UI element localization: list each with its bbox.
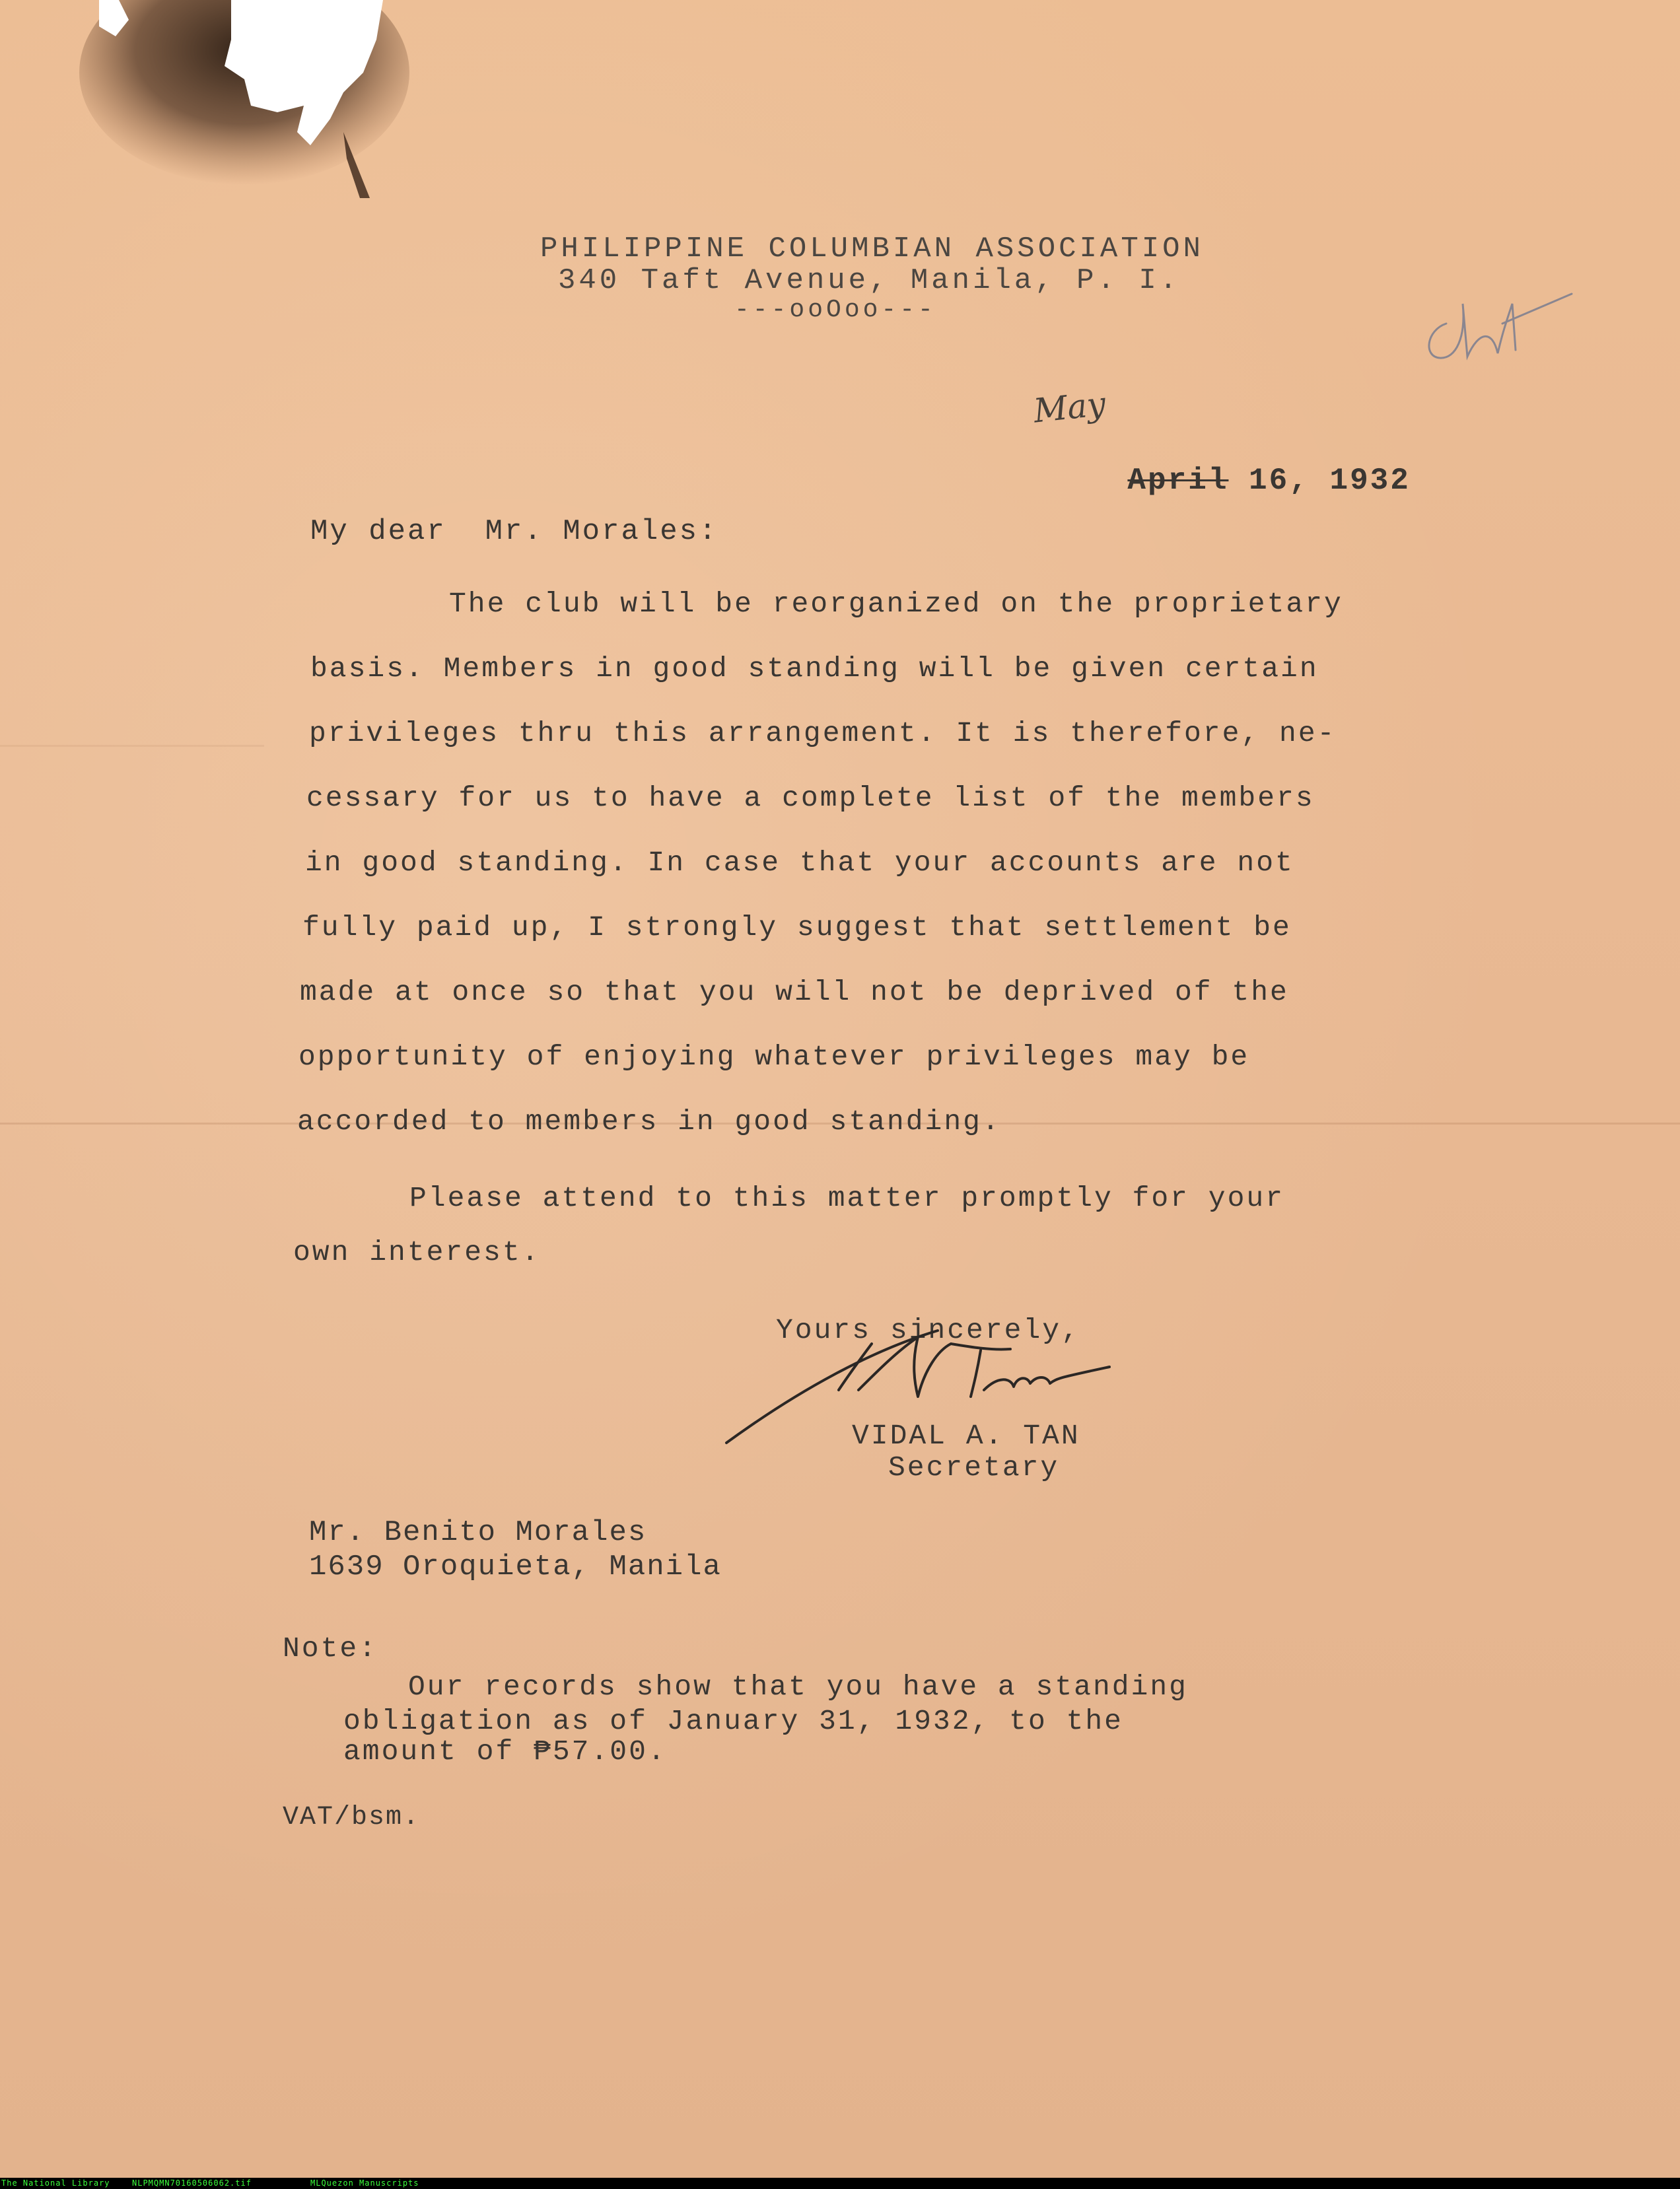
body-line-4: cessary for us to have a complete list of the members xyxy=(306,782,1315,814)
typist-initials: VAT/bsm. xyxy=(283,1803,421,1832)
note-line-2: obligation as of January 31, 1932, to the xyxy=(343,1705,1123,1737)
recipient-name: Mr. Benito Morales xyxy=(309,1516,647,1549)
body-para2-line-2: own interest. xyxy=(293,1236,541,1268)
salutation: My dear Mr. Morales: xyxy=(310,515,718,548)
archive-footer-bar xyxy=(0,2178,1680,2189)
letterhead-org: PHILIPPINE COLUMBIAN ASSOCIATION xyxy=(540,232,1204,265)
date-struck-month: April xyxy=(1127,464,1229,498)
body-line-2: basis. Members in good standing will be given certain xyxy=(310,652,1319,685)
burn-hole-damage xyxy=(79,0,423,198)
date-handwritten-month: May xyxy=(1032,384,1107,431)
footer-library: The National Library xyxy=(1,2178,110,2188)
signer-name: VIDAL A. TAN xyxy=(852,1420,1080,1452)
body-line-1: The club will be reorganized on the proprietary xyxy=(449,588,1343,620)
body-line-3: privileges thru this arrangement. It is therefore, ne- xyxy=(309,717,1337,749)
signer-title: Secretary xyxy=(888,1451,1060,1484)
footer-collection: MLQuezon Manuscripts xyxy=(310,2178,419,2188)
body-line-8: opportunity of enjoying whatever privileges may be xyxy=(298,1041,1250,1073)
recipient-address: 1639 Oroquieta, Manila xyxy=(309,1550,722,1583)
letterhead-address: 340 Taft Avenue, Manila, P. I. xyxy=(558,264,1181,297)
date-line xyxy=(1047,429,1411,532)
body-line-7: made at once so that you will not be deprived of the xyxy=(300,976,1289,1008)
paper-crease xyxy=(0,745,264,747)
letterhead-ornament: ---ooOoo--- xyxy=(734,296,936,324)
body-line-9: accorded to members in good standing. xyxy=(297,1105,1001,1138)
body-para2-line-1: Please attend to this matter promptly for your xyxy=(409,1182,1284,1214)
closing: Yours sincerely, xyxy=(776,1314,1080,1346)
body-line-6: fully paid up, I strongly suggest that settlement be xyxy=(302,911,1292,944)
handwritten-mark-dt xyxy=(1420,284,1578,370)
body-line-5: in good standing. In case that your accounts are not xyxy=(305,847,1294,879)
date-rest: 16, 1932 xyxy=(1228,464,1411,498)
note-line-1: Our records show that you have a standing xyxy=(408,1671,1188,1703)
note-label: Note: xyxy=(283,1632,378,1665)
footer-file: NLPMQMN70160506062.tif xyxy=(132,2178,252,2188)
note-line-3: amount of ₱57.00. xyxy=(343,1735,667,1768)
